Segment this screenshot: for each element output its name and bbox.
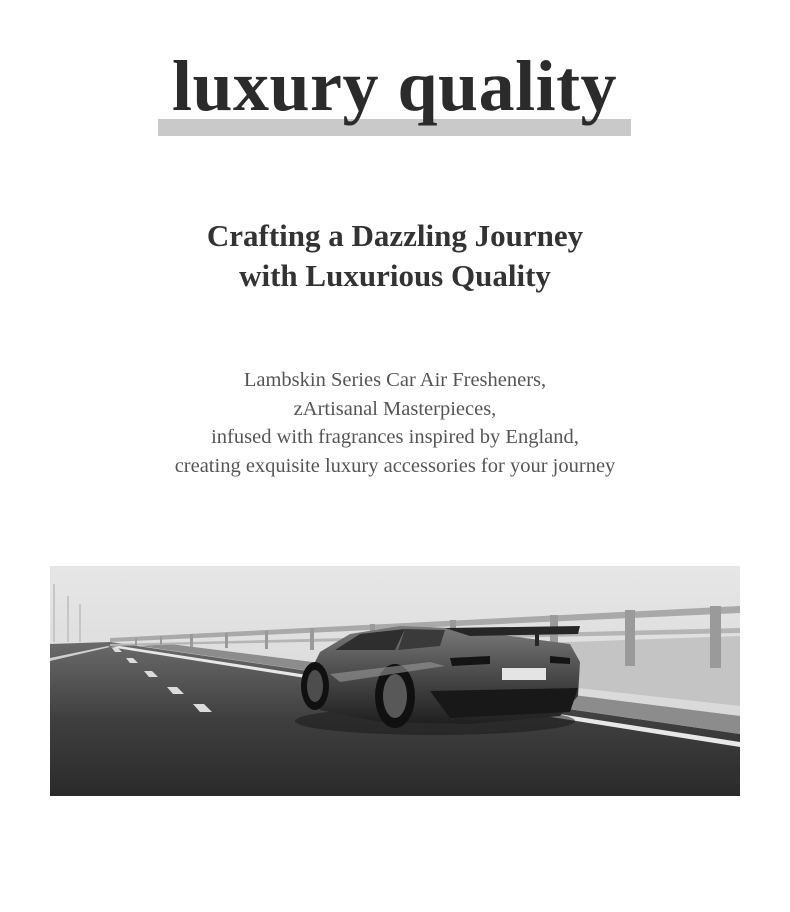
description-line-2: zArtisanal Masterpieces, (293, 397, 497, 420)
car-photo-illustration (50, 566, 740, 796)
sports-car (301, 626, 580, 728)
subheading-line-1: Crafting a Dazzling Journey (206, 218, 584, 253)
subheading-line-2: with Luxurious Quality (239, 258, 551, 293)
description-line-1: Lambskin Series Car Air Fresheners, (243, 369, 547, 391)
headline-block (158, 38, 631, 136)
description-line-3: infused with fragrances inspired by England, (211, 426, 579, 448)
product-description (0, 366, 790, 480)
headline: luxury quality (171, 46, 618, 126)
description-line-4: creating exquisite luxury accessories for your journey (174, 454, 616, 477)
subheading (0, 216, 790, 296)
car-photo (50, 566, 740, 796)
